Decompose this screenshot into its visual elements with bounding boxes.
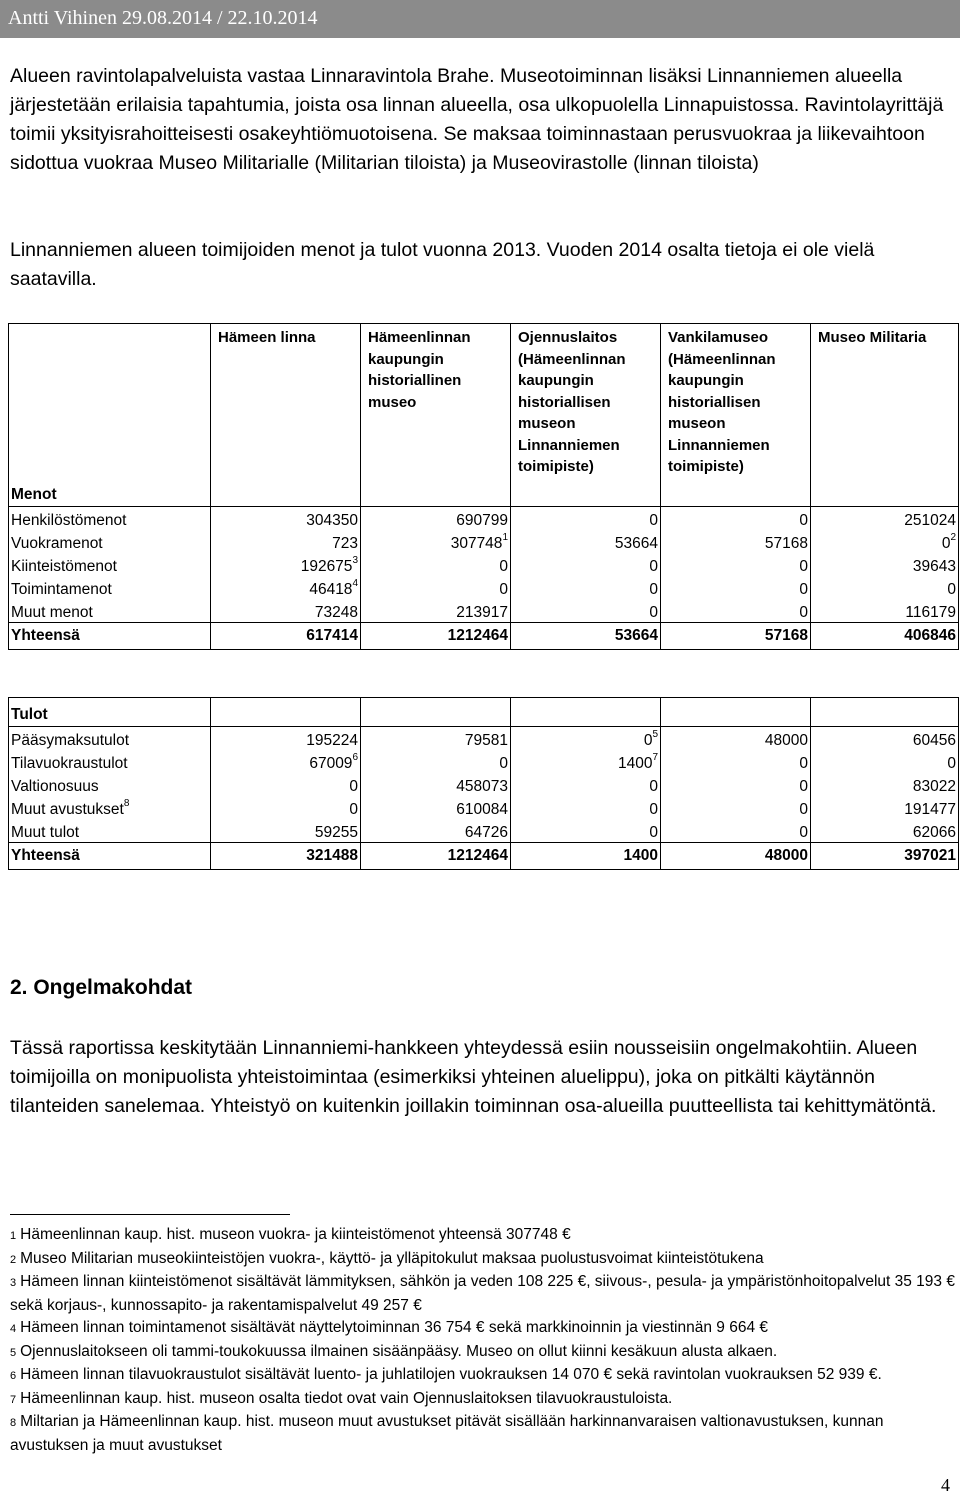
value-cell xyxy=(661,530,811,553)
value-cell xyxy=(661,506,811,530)
value-cell xyxy=(211,796,361,819)
menot-total-row xyxy=(9,622,959,649)
value-text: 0 xyxy=(799,580,808,598)
value-text: 213917 xyxy=(456,603,508,621)
value-cell xyxy=(511,599,661,623)
value-cell xyxy=(811,506,959,530)
value-cell xyxy=(361,750,511,773)
row-label xyxy=(9,530,211,553)
value-cell xyxy=(661,599,811,623)
value-text: 0 xyxy=(799,511,808,529)
value-cell xyxy=(661,576,811,599)
total-cell: 53664 xyxy=(511,622,661,649)
value-text: 83022 xyxy=(912,778,956,795)
value-cell xyxy=(811,576,959,599)
footnote-text: Museo Militarian museokiinteistöjen vuokra-, käyttö- ja ylläpitokulut maksaa puolustusvoimat kiinteistötukena xyxy=(20,1249,764,1267)
footnotes xyxy=(10,1224,955,1457)
footnote-ref: 5 xyxy=(652,729,658,740)
value-text: 59255 xyxy=(314,824,358,841)
value-text: 0 xyxy=(499,557,508,575)
row-label-text: Muut avustukset xyxy=(11,801,124,818)
value-cell xyxy=(361,773,511,796)
footnote-text: Miltarian ja Hämeenlinnan kaup. hist. museon muut avustukset pitävät sisällään harkinnanvaraisen valtionavustuksen, kunnan avustuksen ja muut avustukset xyxy=(10,1413,884,1454)
menot-label-row xyxy=(9,478,959,507)
value-cell xyxy=(661,796,811,819)
footnote xyxy=(10,1411,955,1457)
value-text: 39643 xyxy=(912,557,956,575)
row-label xyxy=(9,727,211,751)
value-text: 62066 xyxy=(912,824,956,841)
column-header: Ojennuslaitos (Hämeenlinnan kaupungin historiallisen museon Linnanniemen toimipiste) xyxy=(511,324,661,478)
footnote-ref: 3 xyxy=(352,554,358,566)
total-cell: 57168 xyxy=(661,622,811,649)
value-text: 46418 xyxy=(309,580,353,598)
footnote-ref: 8 xyxy=(123,798,130,809)
row-label xyxy=(9,506,211,530)
value-cell xyxy=(361,727,511,751)
row-label xyxy=(9,553,211,576)
value-text: 0 xyxy=(799,801,808,818)
row-label-text: Muut menot xyxy=(11,603,93,621)
table-intro-paragraph: Linnanniemen alueen toimijoiden menot ja tulot vuonna 2013. Vuoden 2014 osalta tietoja ei ole vielä saatavilla. xyxy=(10,239,875,290)
footnote-number: 8 xyxy=(10,1417,17,1429)
value-text: 458073 xyxy=(456,778,508,795)
total-cell: 406846 xyxy=(811,622,959,649)
footnote xyxy=(10,1317,955,1341)
menot-row xyxy=(9,576,959,599)
value-text: 48000 xyxy=(764,732,808,749)
value-cell xyxy=(361,553,511,576)
total-cell: 48000 xyxy=(661,843,811,870)
value-cell xyxy=(811,530,959,553)
value-cell xyxy=(361,576,511,599)
value-text: 0 xyxy=(499,580,508,598)
footnote-text: Hämeen linnan toimintamenot sisältävät näyttelytoiminnan 36 754 € sekä markkinoinnin ja viestinnän 9 664 € xyxy=(20,1319,769,1336)
footnote-number: 1 xyxy=(10,1230,17,1242)
footnote-number: 6 xyxy=(10,1370,17,1382)
row-label-text: Vuokramenot xyxy=(11,534,103,552)
value-text: 60456 xyxy=(912,732,956,749)
row-label-text: Muut tulot xyxy=(11,824,80,841)
footnote-text: Hämeenlinnan kaup. hist. museon osalta tiedot ovat vain Ojennuslaitoksen tilavuokraustuloista. xyxy=(20,1389,673,1407)
total-cell: 1400 xyxy=(511,843,661,870)
value-text: 0 xyxy=(649,801,658,818)
value-text: 64726 xyxy=(464,824,508,841)
value-cell xyxy=(811,773,959,796)
row-label xyxy=(9,773,211,796)
footnote-ref: 4 xyxy=(352,577,358,589)
value-cell xyxy=(511,773,661,796)
row-label xyxy=(9,599,211,623)
value-cell xyxy=(661,553,811,576)
footnote-ref: 7 xyxy=(652,752,658,763)
value-cell xyxy=(511,796,661,819)
total-cell: 1212464 xyxy=(361,622,511,649)
tulot-label-row xyxy=(9,698,959,727)
value-text: 307748 xyxy=(450,534,503,552)
menot-row xyxy=(9,506,959,530)
tulot-total-row xyxy=(9,843,959,870)
tulot-row xyxy=(9,796,959,819)
value-text: 0 xyxy=(799,557,808,575)
row-label-text: Pääsymaksutulot xyxy=(11,732,130,749)
value-cell xyxy=(511,553,661,576)
tulot-row xyxy=(9,819,959,843)
footnote-ref: 1 xyxy=(502,531,508,543)
value-cell xyxy=(211,576,361,599)
value-text: 0 xyxy=(799,755,808,772)
footnote-text: Hämeenlinnan kaup. hist. museon vuokra- ja kiinteistömenot yhteensä 307748 € xyxy=(20,1226,571,1243)
value-cell xyxy=(211,530,361,553)
value-cell xyxy=(511,530,661,553)
value-cell xyxy=(811,553,959,576)
value-text: 0 xyxy=(799,778,808,795)
value-text: 0 xyxy=(649,603,658,621)
total-cell: 397021 xyxy=(811,843,959,870)
value-text: 191477 xyxy=(904,801,956,818)
row-label xyxy=(9,819,211,843)
menot-row xyxy=(9,599,959,623)
section-paragraph: Tässä raportissa keskitytään Linnanniemi-hankkeen yhteydessä esiin nousseisiin ongelmakohtiin. Alueen toimijoilla on monipuolista yhteistoimintaa (esimerkiksi yhteinen aluelippu), joka on pitkälti käytännön tilanteiden sanelemaa. Yhteistyö on kuitenkin joillakin toiminnan osa-alueilla puutteellista tai kehittymätöntä. xyxy=(10,1037,937,1117)
footnote xyxy=(10,1271,955,1317)
footnote-number: 7 xyxy=(10,1393,17,1406)
value-cell xyxy=(361,506,511,530)
value-cell xyxy=(811,796,959,819)
value-cell xyxy=(511,727,661,751)
value-cell xyxy=(211,727,361,751)
value-text: 0 xyxy=(649,557,658,575)
footnote-number: 4 xyxy=(10,1323,17,1335)
value-cell xyxy=(511,506,661,530)
column-header: Hämeenlinnan kaupungin historiallinen museo xyxy=(361,324,511,478)
value-cell xyxy=(211,506,361,530)
value-text: 0 xyxy=(947,755,956,772)
value-cell xyxy=(361,796,511,819)
value-text: 53664 xyxy=(614,534,658,552)
value-cell xyxy=(811,727,959,751)
value-cell xyxy=(661,727,811,751)
value-cell xyxy=(511,819,661,843)
footnote-number: 5 xyxy=(10,1346,17,1359)
row-label-text: Tilavuokraustulot xyxy=(11,755,128,772)
value-text: 304350 xyxy=(306,511,358,529)
value-text: 73248 xyxy=(314,603,358,621)
value-cell xyxy=(211,553,361,576)
menot-row xyxy=(9,530,959,553)
value-cell xyxy=(811,819,959,843)
value-text: 0 xyxy=(349,778,358,795)
value-text: 723 xyxy=(332,534,358,552)
footnote xyxy=(10,1224,955,1248)
value-cell xyxy=(511,576,661,599)
section-heading: 2. Ongelmakohdat xyxy=(10,976,193,999)
value-cell xyxy=(661,773,811,796)
document-header: Antti Vihinen 29.08.2014 / 22.10.2014 xyxy=(0,0,960,38)
value-text: 1400 xyxy=(617,755,653,772)
value-text: 79581 xyxy=(464,732,508,749)
footnote xyxy=(10,1364,955,1388)
value-text: 0 xyxy=(349,801,358,818)
value-text: 192675 xyxy=(300,557,353,575)
table-header-row xyxy=(9,324,959,478)
value-text: 195224 xyxy=(306,732,358,749)
value-cell xyxy=(211,599,361,623)
footnote-text: Hämeen linnan kiinteistömenot sisältävät lämmityksen, sähkön ja veden 108 225 €, siivous-, pesula- ja ympäristönhoitopalvelut 35 193 € sekä korjaus-, kunnossapito- ja rakentamispalvelut 49 257 € xyxy=(10,1273,955,1314)
total-cell: 617414 xyxy=(211,622,361,649)
row-label-text: Henkilöstömenot xyxy=(11,511,127,529)
value-cell xyxy=(211,819,361,843)
value-cell xyxy=(661,750,811,773)
value-text: 610084 xyxy=(456,801,508,818)
value-text: 0 xyxy=(799,603,808,621)
row-label-text: Valtionosuus xyxy=(11,778,99,795)
footnote xyxy=(10,1341,955,1365)
value-text: 690799 xyxy=(456,511,508,529)
column-header: Vankilamuseo (Hämeenlinnan kaupungin historiallisen museon Linnanniemen toimipiste) xyxy=(661,324,811,478)
value-text: 0 xyxy=(499,755,508,772)
value-cell xyxy=(361,819,511,843)
total-cell: 1212464 xyxy=(361,843,511,870)
page-number: 4 xyxy=(941,1475,950,1495)
footnote-ref: 2 xyxy=(950,531,956,543)
value-text: 0 xyxy=(947,580,956,598)
footnote xyxy=(10,1248,955,1272)
footnote-text: Hämeen linnan tilavuokraustulot sisältävät luento- ja juhlatilojen vuokrauksen 14 070 € sekä ravintolan vuokrauksen 52 939 €. xyxy=(20,1366,882,1383)
menot-label: Menot xyxy=(9,478,211,507)
value-text: 0 xyxy=(643,732,653,749)
value-text: 0 xyxy=(649,778,658,795)
value-text: 251024 xyxy=(904,511,956,529)
total-cell: 321488 xyxy=(211,843,361,870)
value-text: 0 xyxy=(649,580,658,598)
tulot-label: Tulot xyxy=(9,698,211,727)
value-cell xyxy=(211,773,361,796)
value-cell xyxy=(511,750,661,773)
value-cell xyxy=(361,530,511,553)
value-text: 0 xyxy=(649,824,658,841)
value-cell xyxy=(811,599,959,623)
menot-row xyxy=(9,553,959,576)
value-text: 0 xyxy=(941,534,951,552)
value-text: 57168 xyxy=(764,534,808,552)
value-text: 67009 xyxy=(309,755,353,772)
value-text: 0 xyxy=(649,511,658,529)
row-label xyxy=(9,796,211,819)
row-label xyxy=(9,576,211,599)
footnote xyxy=(10,1388,955,1412)
row-label-text: Toimintamenot xyxy=(11,580,112,598)
tulot-table xyxy=(8,697,959,870)
row-label xyxy=(9,750,211,773)
value-cell xyxy=(811,750,959,773)
row-label: Yhteensä xyxy=(9,622,211,649)
footnote-divider xyxy=(10,1214,290,1215)
footnote-ref: 6 xyxy=(352,752,358,763)
tulot-row xyxy=(9,727,959,751)
value-cell xyxy=(211,750,361,773)
tulot-row xyxy=(9,750,959,773)
header-corner-cell xyxy=(9,324,211,478)
footnote-text: Ojennuslaitokseen oli tammi-toukokuussa ilmainen sisäänpääsy. Museo on ollut kiinni kesäkuun alusta alkaen. xyxy=(20,1342,778,1360)
value-text: 116179 xyxy=(905,603,956,621)
value-text: 0 xyxy=(799,824,808,841)
value-cell xyxy=(361,599,511,623)
column-header: Hämeen linna xyxy=(211,324,361,478)
column-header: Museo Militaria xyxy=(811,324,959,478)
menot-table xyxy=(8,323,959,650)
intro-paragraph: Alueen ravintolapalveluista vastaa Linnaravintola Brahe. Museotoiminnan lisäksi Linnanniemen alueella järjestetään erilaisia tapahtumia, joista osa linnan alueella, osa ulkopuolella Linnapuistossa. Ravintolayrittäjä toimii yksityisrahoitteisesti osakeyhtiömuotoisena. Se maksaa toiminnastaan perusvuokraa ja liikevaihtoon sidottua vuokraa Museo Militarialle (Militarian tiloista) ja Museovirastolle (linnan tiloista) xyxy=(10,65,944,174)
row-label-text: Kiinteistömenot xyxy=(11,557,117,575)
value-cell xyxy=(661,819,811,843)
tulot-row xyxy=(9,773,959,796)
footnote-number: 3 xyxy=(10,1277,17,1289)
row-label: Yhteensä xyxy=(9,843,211,870)
footnote-number: 2 xyxy=(10,1253,17,1266)
